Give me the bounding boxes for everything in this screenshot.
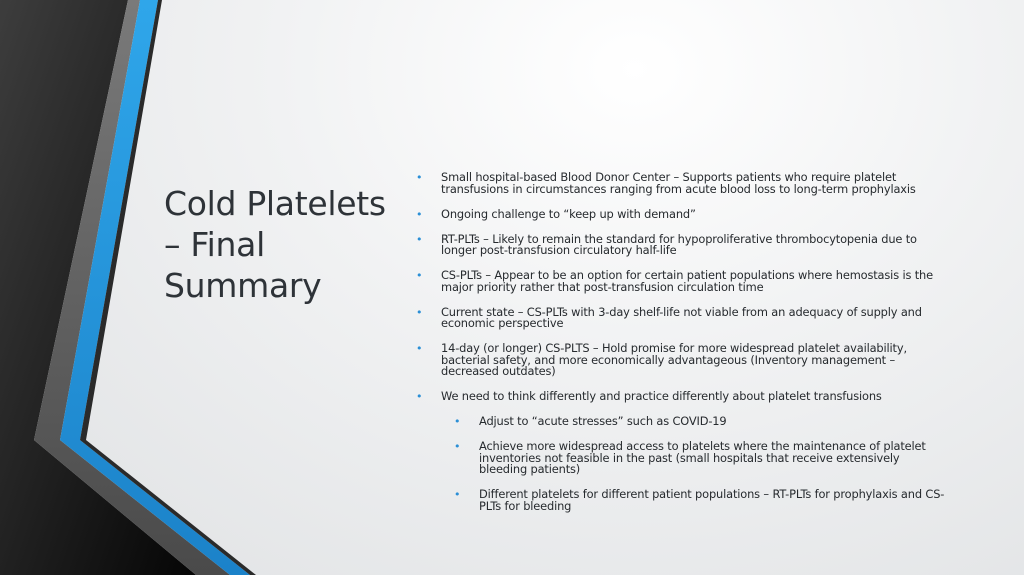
- bullet-dot-icon: •: [416, 269, 423, 282]
- bullet-text: Current state – CS-PLTs with 3-day shelf-life not viable from an adequacy of supply and economic perspective: [441, 304, 922, 330]
- bullet-dot-icon: •: [416, 232, 423, 246]
- bullet-dot-icon: •: [416, 390, 423, 403]
- bullet-item: [416, 206, 946, 221]
- bullet-item: [416, 304, 946, 330]
- bullet-text: 14-day (or longer) CS-PLTS – Hold promise for more widespread platelet availability, bacterial safety, and more economically advantageous (Inventory management – decreased outdates): [441, 341, 907, 378]
- bullet-text: Achieve more widespread access to platelets where the maintenance of platelet inventories not feasible in the past (small hospitals that receive extensively bleeding patients): [479, 439, 926, 476]
- bullet-dot-icon: •: [416, 207, 423, 221]
- bullet-dot-icon: •: [416, 305, 423, 319]
- bullet-text: Small hospital-based Blood Donor Center – Supports patients who require platelet transfusions in circumstances ranging from acute blood loss to long-term prophylaxis: [441, 170, 916, 196]
- bullet-text: CS-PLTs – Appear to be an option for certain patient populations where hemostasis is the major priority rather that post-transfusion circulation time: [441, 268, 933, 294]
- bullet-list: [416, 172, 946, 512]
- bullet-text: RT-PLTs – Likely to remain the standard for hypoproliferative thrombocytopenia due to longer post-transfusion circulatory half-life: [441, 231, 917, 257]
- sub-bullet-item: [416, 489, 946, 512]
- bullet-list-container: [416, 172, 946, 526]
- bullet-item: [416, 391, 946, 403]
- bullet-item: [416, 231, 946, 257]
- bullet-item: [416, 172, 946, 195]
- sub-bullet-item: [416, 441, 946, 476]
- slide-title: Cold Platelets – Final Summary: [164, 184, 386, 305]
- sub-bullet-item: [416, 416, 946, 428]
- bullet-text: Adjust to “acute stresses” such as COVID-19: [479, 414, 727, 428]
- bullet-dot-icon: •: [454, 415, 461, 428]
- bullet-dot-icon: •: [416, 342, 423, 355]
- bullet-text: We need to think differently and practice differently about platelet transfusions: [441, 389, 882, 403]
- bullet-dot-icon: •: [454, 488, 461, 501]
- bullet-text: Ongoing challenge to “keep up with demand”: [441, 206, 696, 221]
- bullet-item: [416, 343, 946, 378]
- bullet-dot-icon: •: [416, 171, 423, 184]
- bullet-dot-icon: •: [454, 440, 461, 453]
- bullet-text: Different platelets for different patient populations – RT-PLTs for prophylaxis and CS-PLTs for bleeding: [479, 487, 945, 513]
- bullet-item: [416, 270, 946, 293]
